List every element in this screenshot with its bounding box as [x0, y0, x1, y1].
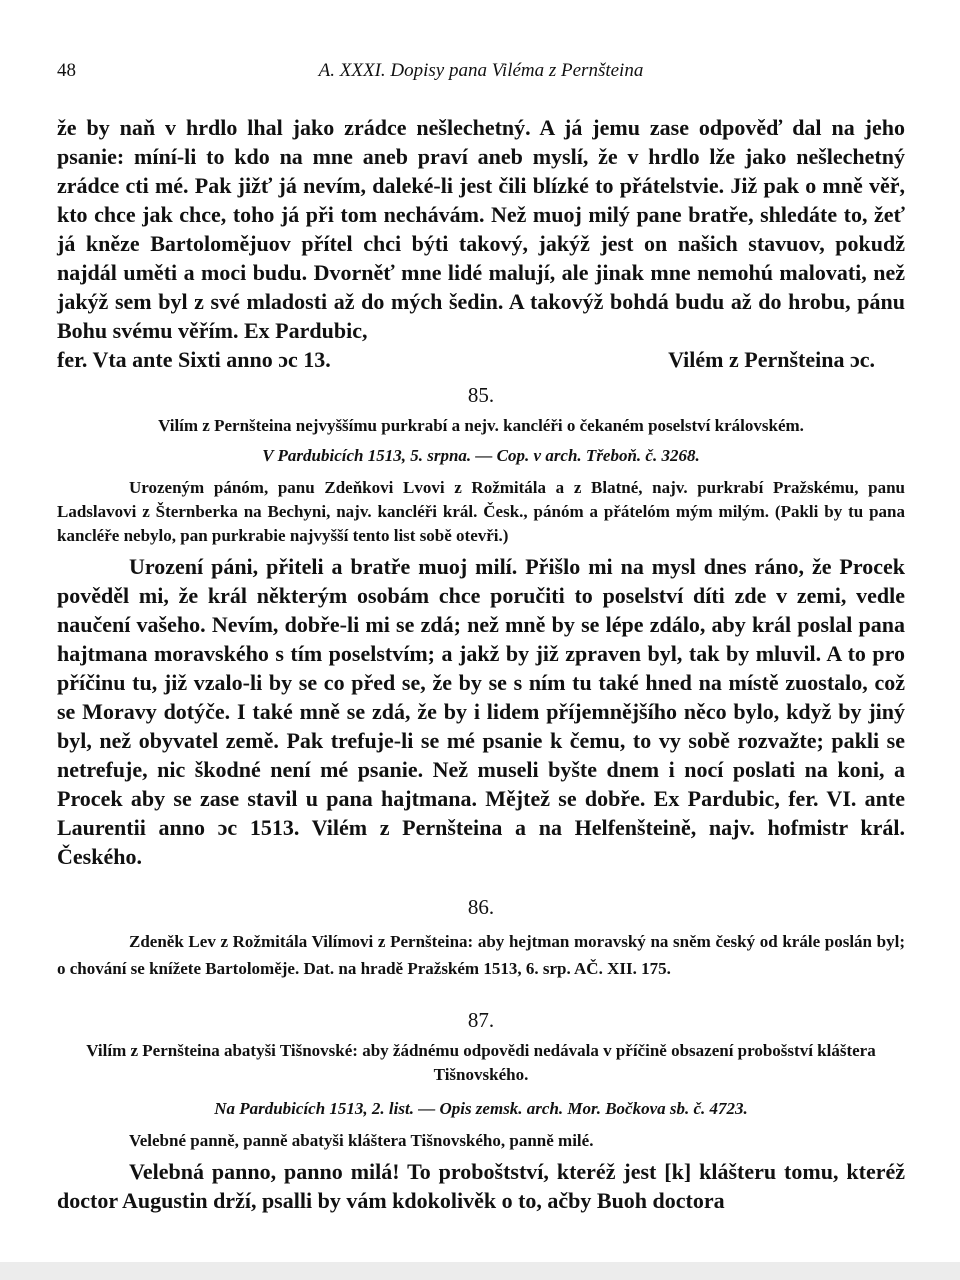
letter-87-address: Velebné panně, panně abatyši kláštera Tišnovského, panně milé. [129, 1131, 594, 1150]
letter-85 [57, 383, 905, 871]
page-number: 48 [57, 60, 76, 81]
letter-84-closing [57, 345, 905, 374]
letter-85-source: V Pardubicích 1513, 5. srpna. — Cop. v arch. Třeboň. č. 3268. [262, 446, 700, 465]
letter-85-number: 85. [467, 383, 495, 407]
letter-84-date: fer. Vta ante Sixti anno ɔc 13. [57, 347, 331, 372]
letter-87-summary: Vilím z Pernšteina abatyši Tišnovské: aby žádnému odpovědi nedávala v příčině obsazení probošství kláštera Tišnovského. [86, 1041, 876, 1084]
letter-85-body: Urození páni, přiteli a bratře muoj milí. Přišlo mi na mysl dnes ráno, že Procek pověděl mi, že král některým osobám chce poručiti to poselství díti zde v zemi, vedle naučení vašeho. Nevím, dobře-li mi se zdá; než mně by se lépe zdálo, aby král poslal pana hajtmana moravského s tím poselstvím; a jakž by již zpraven byl, tak by mluvil. A to pro příčinu tu, již vzalo-li by se co před se, že by se s ním tu také hned na místě zuostalo, což se Moravy dotýče. I také mně se zdá, že by i lidem příjemnějšího něco bylo, když by jiný byl, než obyvatel země. Pak trefuje-li se mé psanie k čemu, to vy sobě rozvažte; pakli se netrefuje, nic škodné není mé psanie. Než museli byšte dnem i nocí poslati na koni, a Procek aby se zase stavil u pana hajtmana. Mějtež se dobře. Ex Pardubic, fer. VI. ante Laurentii anno ɔc 1513. Vilém z Pernšteina a na Helfenšteině, najv. hofmistr král. Českého. [57, 554, 905, 869]
letter-87-body: Velebná panno, panno milá! To proboštství, kteréž jest [k] klášteru tomu, kteréž doctor Augustin drží, psalli by vám kdokolivěk o to, ačby Buoh doctora [57, 1159, 905, 1213]
letter-84-signature: Vilém z Pernšteina ɔc. [668, 347, 875, 372]
letter-86-number: 86. [467, 895, 495, 919]
letter-84-ending [57, 113, 905, 374]
letter-85-address: Urozeným pánóm, panu Zdeňkovi Lvovi z Rožmitála a z Blatné, najv. purkrabí Pražskému, panu Ladslavovi z Šternberka na Bechyni, najv. kancléři král. Česk., pánóm a přátelóm mým milým. (Pakli by tu pana kancléře nebylo, pan purkrabie najvyšší tento list sobě otevři.) [57, 478, 905, 545]
letter-87-source: Na Pardubicích 1513, 2. list. — Opis zemsk. arch. Mor. Bočkova sb. č. 4723. [214, 1099, 748, 1118]
scan-bottom-edge [0, 1262, 960, 1280]
running-head: A. XXXI. Dopisy pana Viléma z Pernšteina [318, 60, 644, 81]
letter-86 [57, 895, 905, 982]
letter-84-text: že by naň v hrdlo lhal jako zrádce nešlechetný. A já jemu zase odpověď dal na jeho psanie: míní-li to kdo na mne aneb praví aneb myslí, že v hrdlo lže jako nešlechetný zrádce cti mé. Pak jižť já nevím, daleké-li jest čili blízké to přátelstvie. Již pak o mně věř, kto chce jak chce, toho já při tom nechávám. Než muoj milý pane bratře, shledáte to, žeť já kněze Bartolomějuov přítel chci býti takový, jakýž jest on našich stavuov, pokudž najdál uměti a moci budu. Dvorněť mne lidé malují, ale jinak mne nemohú malovati, než jakýž sem byl z své mladosti až do mých šedin. A takovýž bohdá budu až do hrobu, pánu Bohu svému věřím. Ex Pardubic, [57, 115, 905, 343]
page-header [57, 60, 905, 90]
letter-87 [57, 1008, 905, 1215]
letter-85-summary: Vilím z Pernšteina nejvyššímu purkrabí a nejv. kancléři o čekaném poselství královském. [158, 416, 804, 435]
letter-87-number: 87. [467, 1008, 495, 1032]
letter-86-summary: Zdeněk Lev z Rožmitála Vilímovi z Pernšteina: aby hejtman moravský na sněm český od krále poslán byl; o chování se knížete Bartoloměje. Dat. na hradě Pražském 1513, 6. srp. AČ. XII. 175. [57, 932, 905, 978]
